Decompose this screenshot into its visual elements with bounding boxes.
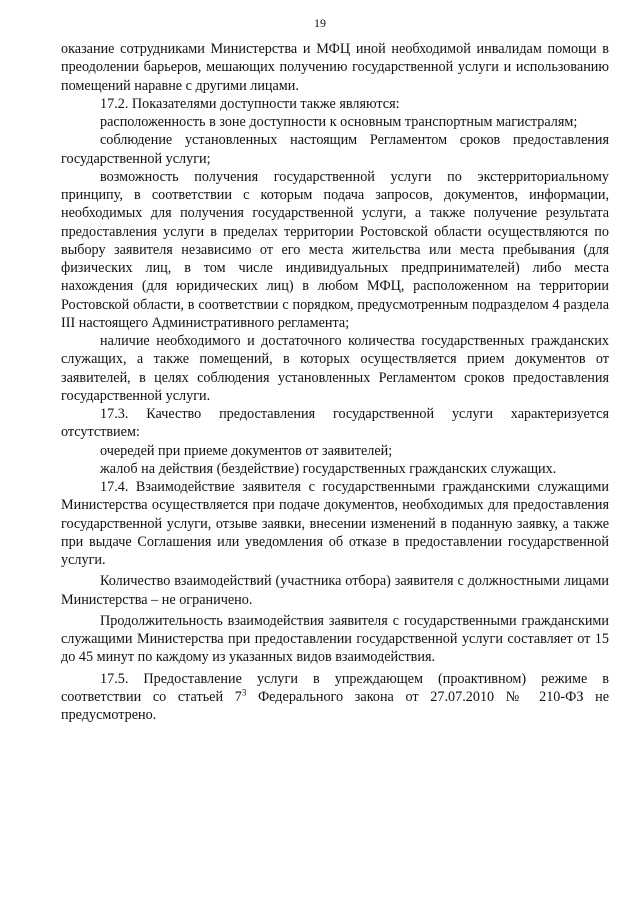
paragraph-17-5-text-end: Федерального закона от 27.07.2010 № 210-ФЗ не предусмотрено. [61, 688, 609, 723]
paragraph: 17.4. Взаимодействие заявителя с государственными гражданскими служащими Министерства осуществляется при подаче документов, необходимых для предоставления государственной услуги, отзыве заявки, внесении изменений в поданную заявку, а также при выдаче Соглашения или уведомления об отказе в предоставлении государственной услуги. [61, 479, 609, 568]
paragraph: расположенность в зоне доступности к основным транспортным магистралям; [100, 114, 578, 130]
paragraph: наличие необходимого и достаточного количества государственных гражданских служащих, а также помещений, в которых осуществляется прием документов от заявителей, в целях соблюдения установленных Регламентом сроков предоставления государственной услуги. [61, 333, 609, 404]
paragraph: оказание сотрудниками Министерства и МФЦ иной необходимой инвалидам помощи в преодолении барьеров, мешающих получению государственной услуги и использованию помещений наравне с другими лицами. [61, 41, 609, 94]
paragraph: 17.3. Качество предоставления государственной услуги характеризуется отсутствием: [61, 406, 609, 441]
paragraph: возможность получения государственной услуги по экстерриториальному принципу, в соответствии с которым подача запросов, документов, информации, необходимых для получения государственной услуги, а также получение результата предоставления услуги в пределах территории Ростовской области осуществляются по выбору заявителя независимо от его места жительства или места пребывания (для физических лиц, в том числе индивидуальных предпринимателей) либо места нахождения (для юридических лиц) в любом МФЦ, расположенном на территории Ростовской области, в соответствии с порядком, предусмотренным подразделом 4 раздела III настоящего Административного регламента; [61, 168, 609, 331]
document-body [61, 40, 609, 724]
article-superscript: 3 [241, 687, 247, 698]
paragraph: Продолжительность взаимодействия заявителя с государственными гражданскими служащими Министерства при предоставлении государственной услуги составляет от 15 до 45 минут по каждому из указанных видов взаимодействия. [61, 612, 609, 666]
paragraph: 17.2. Показателями доступности также являются: [100, 95, 400, 112]
paragraph: очередей при приеме документов от заявителей; [100, 442, 393, 459]
paragraph: Количество взаимодействий (участника отбора) заявителя с должностными лицами Министерства – не ограничено. [61, 573, 609, 608]
paragraph: жалоб на действия (бездействие) государственных гражданских служащих. [100, 460, 557, 477]
page-number: 19 [314, 16, 326, 30]
paragraph-17-5 [61, 670, 609, 725]
paragraph: соблюдение установленных настоящим Регламентом сроков предоставления государственной услуги; [61, 132, 609, 167]
paragraph-17-5-text-start: 17.5. Предоставление услуги в упреждающем (проактивном) режиме в соответствии со статьей 7 [61, 670, 609, 705]
